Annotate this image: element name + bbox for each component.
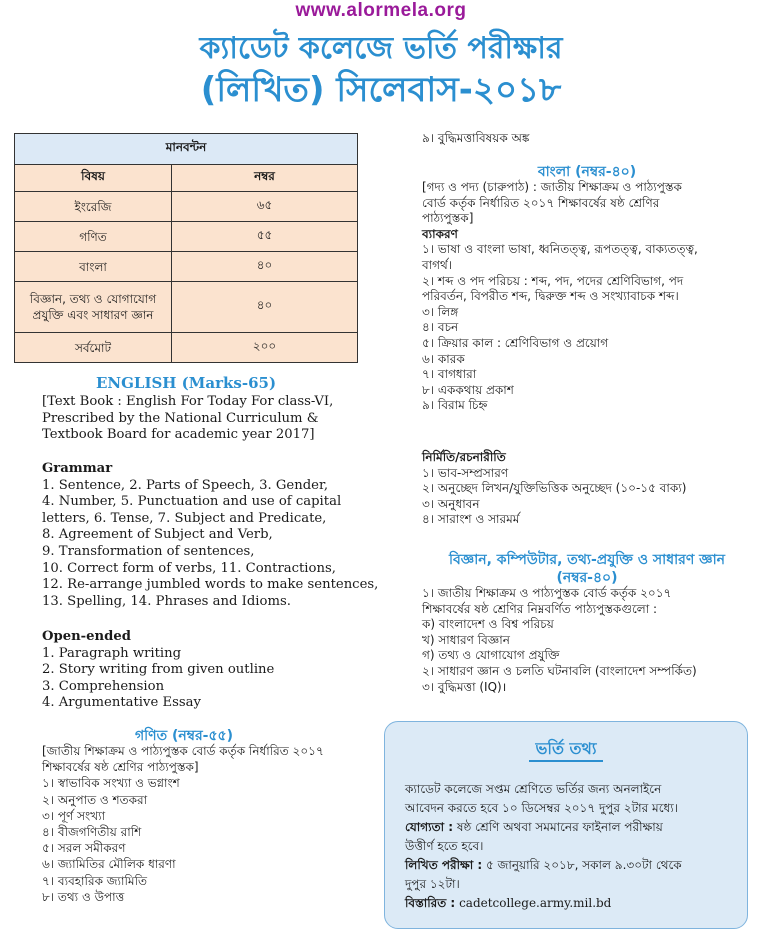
grammar-section: [42, 461, 382, 610]
eligibility-label: যোগ্যতা :: [405, 820, 454, 834]
table-cell-subject: ইংরেজি: [15, 192, 172, 222]
table-row: [15, 252, 358, 282]
page-subtitle: (লিখিত) সিলেবাস-২০১৮: [200, 70, 562, 110]
table-cell-subject: সর্বমোট: [15, 333, 172, 363]
info-body: [405, 780, 735, 913]
list-item: ১। ভাব-সম্প্রসারণ: [422, 465, 509, 480]
list-item: ৮। এককথায় প্রকাশ: [422, 382, 514, 397]
list-item: 1. Paragraph writing: [42, 645, 182, 661]
list-item: ২। অনুপাত ও শতকরা: [42, 792, 148, 807]
composition-label: নির্মিতি/রচনারীতি: [422, 450, 506, 464]
list-item: 4. Argumentative Essay: [42, 695, 201, 711]
open-ended-label: Open-ended: [42, 629, 131, 644]
list-item: ১। স্বাভাবিক সংখ্যা ও ভগ্নাংশ: [42, 776, 180, 791]
text-line: দুপুর ১২টা।: [405, 877, 460, 891]
table-cell-subject: গণিত: [15, 222, 172, 252]
list-item: ২। শব্দ ও পদ পরিচয় : শব্দ, পদ, পদের শ্রেণিবিভাগ, পদ: [422, 273, 684, 288]
grammar-label: ব্যাকরণ: [422, 226, 458, 241]
column-header-marks: নম্বর: [172, 165, 358, 192]
list-item: 3. Comprehension: [42, 678, 165, 694]
list-item: ৯। বিরাম চিহ্ন: [422, 398, 488, 413]
page-title: ক্যাডেট কলেজে ভর্তি পরীক্ষার: [199, 31, 563, 66]
text-line: [গদ্য ও পদ্য (চারুপাঠ) : জাতীয় শিক্ষাক্রম ও পাঠ্যপুস্তক: [422, 180, 682, 194]
list-item: ৫। ক্রিয়ার কাল : শ্রেণিবিভাগ ও প্রয়োগ: [422, 335, 609, 350]
english-textbook: [42, 394, 382, 444]
list-item: 4. Number, 5. Punctuation and use of capital: [42, 494, 342, 510]
list-item: ৯। বুদ্ধিমত্তাবিষয়ক অঙ্ক: [422, 131, 530, 145]
science-marks: (নম্বর-৪০): [556, 570, 618, 586]
text-line: [Text Book : English For Today For class-VI,: [42, 394, 334, 409]
admission-info-box: [384, 721, 748, 929]
bangla-section: [422, 180, 752, 414]
list-item: 10. Correct form of verbs, 11. Contractions,: [42, 560, 336, 576]
site-url: www.alormela.org: [295, 0, 467, 21]
list-item: ২। সাধারণ জ্ঞান ও চলতি ঘটনাবলি (বাংলাদেশ সম্পর্কিত): [422, 663, 697, 678]
exam-label: লিখিত পরীক্ষা :: [405, 858, 483, 872]
text-line: শিক্ষাবর্ষের ষষ্ঠ শ্রেণির নিম্নবর্ণিত পাঠ্যপুস্তকগুলো :: [422, 601, 658, 616]
details-link[interactable]: cadetcollege.army.mil.bd: [455, 896, 612, 910]
list-item: ৫। সরল সমীকরণ: [42, 841, 126, 856]
list-item: ৩। পূর্ণ সংখ্যা: [42, 808, 106, 823]
list-item: ২। অনুচ্ছেদ লিখন/যুক্তিভিত্তিক অনুচ্ছেদ (১০-১৫ বাক্য): [422, 481, 687, 496]
text-line: পাঠ্যপুস্তক]: [422, 211, 474, 226]
list-item: ৬। জ্যামিতির মৌলিক ধারণা: [42, 857, 176, 872]
table-cell-marks: ৪০: [172, 252, 358, 282]
text-line: [জাতীয় শিক্ষাক্রম ও পাঠ্যপুস্তক বোর্ড কর্তৃক নির্ধারিত ২০১৭: [42, 744, 324, 758]
open-ended-section: [42, 629, 382, 712]
english-heading: ENGLISH (Marks-65): [95, 374, 277, 392]
list-item: 13. Spelling, 14. Phrases and Idioms.: [42, 593, 291, 609]
list-item: ৭। ব্যবহারিক জ্যামিতি: [42, 873, 148, 888]
list-item: গ) তথ্য ও যোগাযোগ প্রযুক্তি: [422, 648, 560, 663]
list-item: 8. Agreement of Subject and Verb,: [42, 527, 273, 543]
list-item: ১। ভাষা ও বাংলা ভাষা, ধ্বনিতত্ত্ব, রূপতত্ত্ব, বাক্যতত্ত্ব,: [422, 242, 698, 257]
list-item: 2. Story writing from given outline: [42, 662, 275, 678]
table-row: [15, 282, 358, 333]
list-item: 9. Transformation of sentences,: [42, 543, 255, 559]
list-item: পরিবর্তন, বিপরীত শব্দ, দ্বিরুক্ত শব্দ ও সংখ্যাবাচক শব্দ।: [422, 289, 679, 304]
list-item: ৪। সারাংশ ও সারমর্ম: [422, 512, 520, 527]
text-line: বোর্ড কর্তৃক নির্ধারিত ২০১৭ শিক্ষাবর্ষের ষষ্ঠ শ্রেণির: [422, 195, 660, 210]
eligibility-value: ষষ্ঠ শ্রেণি অথবা সমমানের ফাইনাল পরীক্ষায়: [453, 820, 663, 834]
list-item: ১। জাতীয় শিক্ষাক্রম ও পাঠ্যপুস্তক বোর্ড কর্তৃক ২০১৭: [422, 586, 672, 600]
list-item: বাগর্থ।: [422, 257, 453, 272]
table-cell-subject: বাংলা: [15, 252, 172, 282]
list-item: ৪। বীজগণিতীয় রাশি: [42, 825, 142, 840]
column-header-subject: বিষয়: [15, 165, 172, 192]
list-item: ৩। লিঙ্গ: [422, 304, 459, 319]
text-line: আবেদন করতে হবে ১০ ডিসেম্বর ২০১৭ দুপুর ২টার মধ্যে।: [405, 801, 679, 815]
math-continued: [422, 131, 752, 147]
details-label: বিস্তারিত :: [405, 896, 456, 910]
math-section: [42, 743, 382, 905]
eligibility-line: [405, 818, 735, 837]
table-cell-subject: বিজ্ঞান, তথ্য ও যোগাযোগ প্রযুক্তি এবং সাধারণ জ্ঞান: [15, 282, 172, 333]
table-cell-marks: ৪০: [172, 282, 358, 333]
info-title: ভর্তি তথ্য: [529, 739, 602, 762]
list-item: ৩। বুদ্ধিমত্তা (IQ)।: [422, 679, 507, 694]
list-item: ক) বাংলাদেশ ও বিশ্ব পরিচয়: [422, 617, 554, 632]
text-line: ক্যাডেট কলেজে সপ্তম শ্রেণিতে ভর্তির জন্য অনলাইনে: [405, 782, 662, 796]
list-item: letters, 6. Tense, 7. Subject and Predicate,: [42, 510, 327, 526]
science-section: [422, 586, 752, 695]
list-item: ৩। অনুধাবন: [422, 496, 480, 511]
text-line: Textbook Board for academic year 2017]: [42, 427, 315, 443]
list-item: ৬। কারক: [422, 351, 465, 366]
math-heading: গণিত (নম্বর-৫৫): [134, 728, 234, 744]
text-line: উত্তীর্ণ হতে হবে।: [405, 839, 484, 853]
list-item: ৮। তথ্য ও উপাত্ত: [42, 889, 125, 904]
list-item: খ) সাধারণ বিজ্ঞান: [422, 632, 510, 647]
list-item: 12. Re-arrange jumbled words to make sentences,: [42, 577, 379, 593]
nirmiti-section: [422, 450, 752, 528]
table-cell-marks: ২০০: [172, 333, 358, 363]
grammar-label: Grammar: [42, 461, 113, 476]
exam-line: [405, 856, 735, 875]
table-caption: মানবন্টন: [15, 134, 358, 165]
exam-value: ৫ জানুয়ারি ২০১৮, সকাল ৯.৩০টা থেকে: [482, 858, 682, 872]
bangla-heading: বাংলা (নম্বর-৪০): [537, 164, 637, 180]
list-item: ৪। বচন: [422, 320, 459, 335]
table-row: [15, 192, 358, 222]
table-cell-marks: ৫৫: [172, 222, 358, 252]
list-item: ৭। বাগধারা: [422, 367, 477, 382]
table-row: [15, 333, 358, 363]
science-heading: বিজ্ঞান, কম্পিউটার, তথ্য-প্রযুক্তি ও সাধারণ জ্ঞান: [449, 552, 725, 568]
list-item: 1. Sentence, 2. Parts of Speech, 3. Gender,: [42, 477, 329, 493]
table-row: [15, 222, 358, 252]
text-line: শিক্ষাবর্ষের ষষ্ঠ শ্রেণির পাঠ্যপুস্তক]: [42, 760, 199, 775]
table-cell-marks: ৬৫: [172, 192, 358, 222]
marks-table: [14, 133, 358, 363]
details-line: [405, 894, 735, 913]
text-line: Prescribed by the National Curriculum &: [42, 410, 319, 426]
